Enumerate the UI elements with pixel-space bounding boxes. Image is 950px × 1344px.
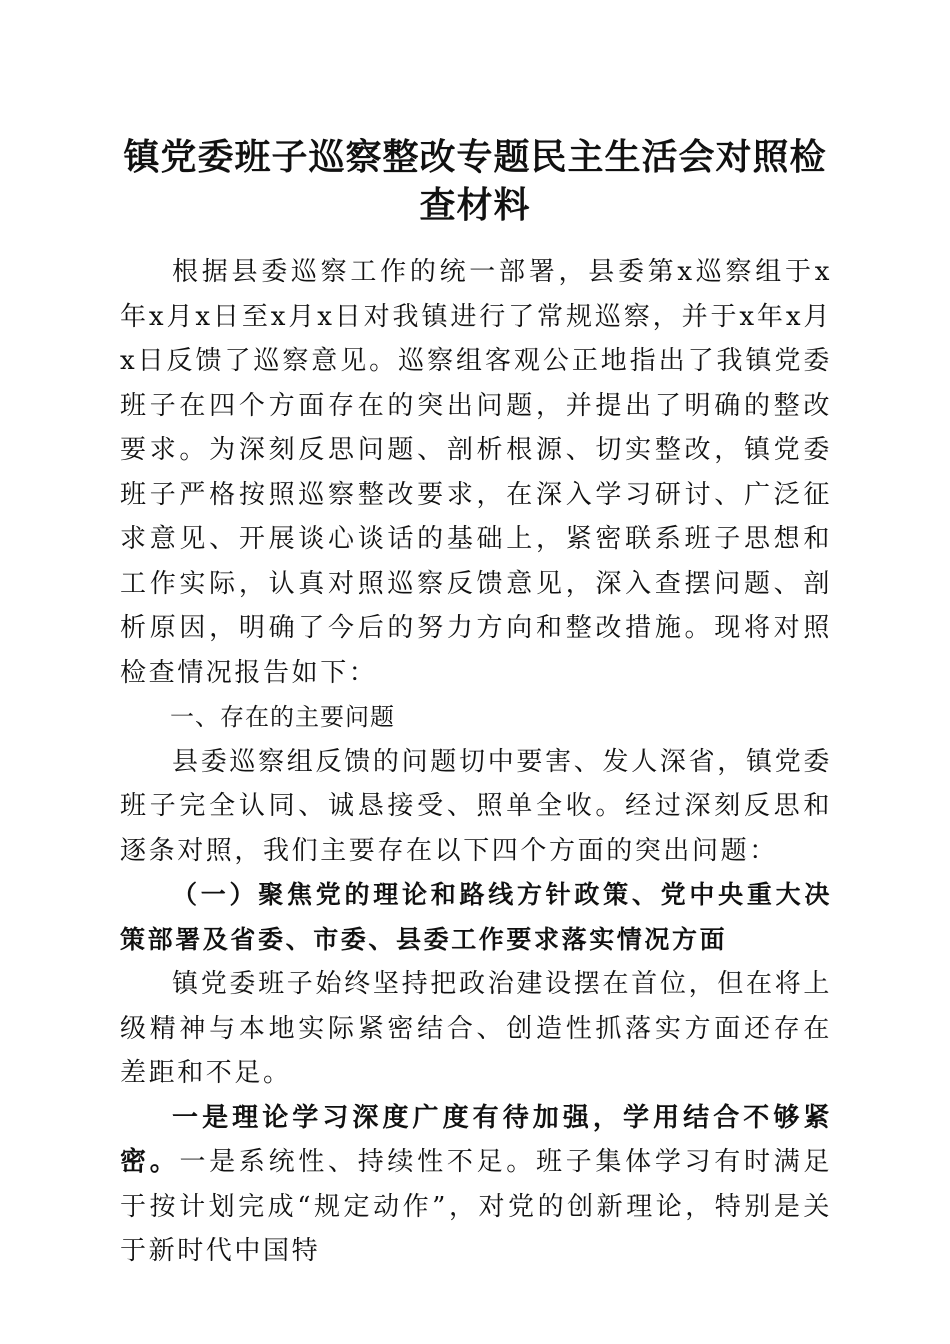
document-title: 镇党委班子巡察整改专题民主生活会对照检查材料 xyxy=(123,136,827,226)
point1-lead: 一是理论学习深度广度有待加强，学用结合不够紧密。 xyxy=(120,1102,832,1177)
point1-text: 一是系统性、持续性不足。班子集体学习有时满足于按计划完成“规定动作”，对党的创新理论，特别是关于新时代中国特 xyxy=(120,1147,833,1266)
intro-paragraph: 根据县委巡察工作的统一部署，县委第x巡察组于x年x月x日至x月x日对我镇进行了常规巡察，并于x年x月x日反馈了巡察意见。巡察组客观公正地指出了我镇党委班子在四个方面存在的突出问题，并提出了明确的整改要求。为深刻反思问题、剖析根源、切实整改，镇党委班子严格按照巡察整改要求，在深入学习研讨、广泛征求意见、开展谈心谈话的基础上，紧密联系班子思想和工作实际，认真对照巡察反馈意见，深入查摆问题、剖析原因，明确了今后的努力方向和整改措施。现将对照检查情况报告如下： xyxy=(120,257,832,688)
section1-paragraph: 县委巡察组反馈的问题切中要害、发人深省，镇党委班子完全认同、诚恳接受、照单全收。经过深刻反思和逐条对照，我们主要存在以下四个方面的突出问题： xyxy=(120,746,832,866)
document-body xyxy=(120,250,832,1274)
point1-paragraph xyxy=(120,1096,832,1274)
subsection1-heading: （一）聚焦党的理论和路线方针政策、党中央重大决策部署及省委、市委、县委工作要求落实情况方面 xyxy=(120,880,832,954)
section1-heading: 一、存在的主要问题 xyxy=(170,703,395,731)
subsection1-paragraph: 镇党委班子始终坚持把政治建设摆在首位，但在将上级精神与本地实际紧密结合、创造性抓落实方面还存在差距和不足。 xyxy=(120,969,832,1088)
